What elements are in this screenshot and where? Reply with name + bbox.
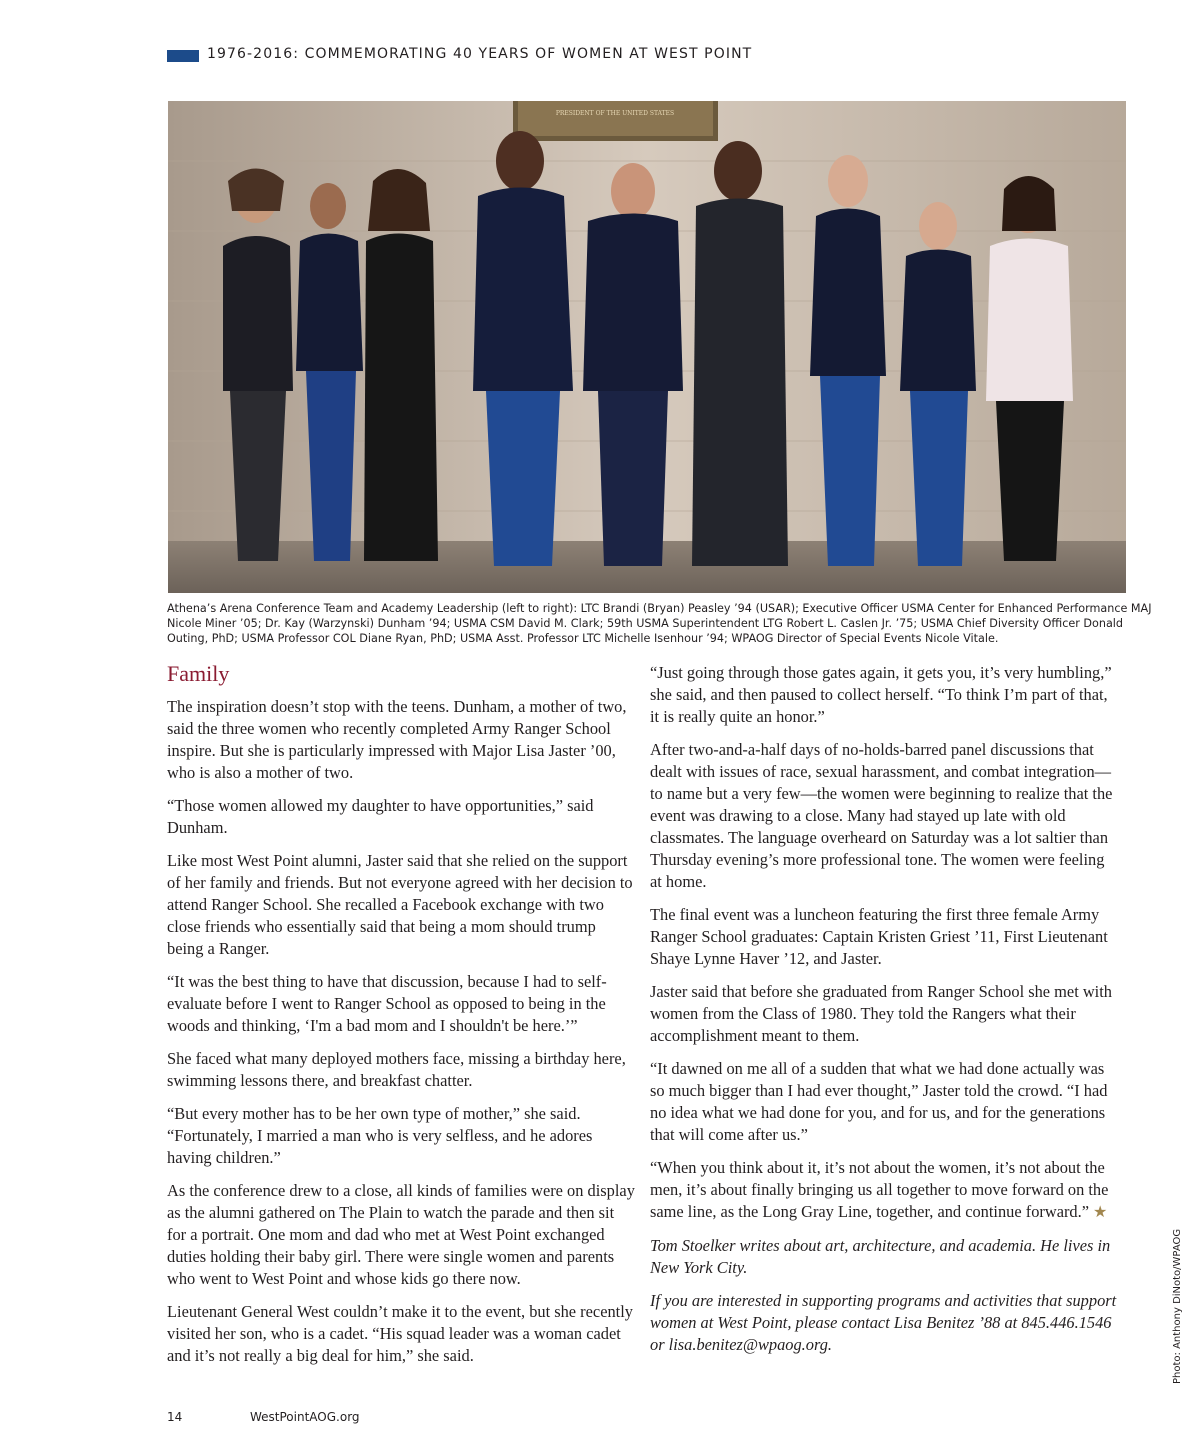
paragraph: “Those women allowed my daughter to have opportunities,” said Dunham. bbox=[167, 796, 594, 837]
section-title: Family bbox=[167, 661, 230, 686]
paragraph: Jaster said that before she graduated from Ranger School she met with women from the Class of 1980. They told the Rangers what their accomplishment meant to them. bbox=[650, 982, 1112, 1045]
plaque-text: PRESIDENT OF THE UNITED STATES bbox=[555, 110, 675, 117]
article-left-column bbox=[167, 660, 635, 1378]
closing-paragraph bbox=[650, 1157, 1120, 1224]
paragraph: The inspiration doesn’t stop with the teens. Dunham, a mother of two, said the three women who recently completed Army Ranger School inspire. But she is particularly impressed with Major Lisa Jaster ’00, who is also a mother of two. bbox=[167, 697, 627, 782]
paragraph: She faced what many deployed mothers face, missing a birthday here, swimming lessons there, and breakfast chatter. bbox=[167, 1049, 626, 1090]
photo-caption: Athena’s Arena Conference Team and Academy Leadership (left to right): LTC Brandi (Bryan) Peasley ’94 (USAR); Executive Officer USMA Center for Enhanced Performance MAJ Nicole Miner ’05; Dr. Kay (Warzynski) Dunham ’94; USMA CSM David M. Clark; 59th USMA Superintendent LTG Robert L. Caslen Jr. ’75; USMA Chief Diversity Officer Donald Outing, PhD; USMA Professor COL Diane Ryan, PhD; USMA Asst. Professor LTC Michelle Isenhour ’94; WPAOG Director of Special Events Nicole Vitale. bbox=[167, 602, 1152, 645]
paragraph-text: “When you think about it, it’s not about the women, it’s not about the men, it’s about finally bringing us all together to move forward on the same line, as the Long Gray Line, together, and continue forward.” bbox=[650, 1158, 1109, 1221]
running-header: 1976-2016: COMMEMORATING 40 YEARS OF WOMEN AT WEST POINT bbox=[207, 46, 753, 62]
author-bio: Tom Stoelker writes about art, architecture, and academia. He lives in New York City. bbox=[650, 1236, 1111, 1277]
article-right-column bbox=[650, 662, 1120, 1367]
star-icon: ★ bbox=[1093, 1204, 1108, 1221]
paragraph: Lieutenant General West couldn’t make it to the event, but she recently visited her son, who is a cadet. “His squad leader was a woman cadet and it’s not really a big deal for him,” she said. bbox=[167, 1302, 633, 1365]
group-photo bbox=[168, 101, 1126, 593]
page-number: 14 bbox=[167, 1410, 183, 1424]
paragraph: The final event was a luncheon featuring the first three female Army Ranger School graduates: Captain Kristen Griest ’11, First Lieutenant Shaye Lynne Haver ’12, and Jaster. bbox=[650, 905, 1108, 968]
header-accent-bar bbox=[167, 50, 199, 62]
paragraph: “But every mother has to be her own type of mother,” she said. “Fortunately, I married a man who is very selfless, and he adores having children.” bbox=[167, 1104, 593, 1167]
paragraph: As the conference drew to a close, all kinds of families were on display as the alumni gathered on The Plain to watch the parade and then sit for a portrait. One mom and dad who met at West Point exchanged duties holding their baby girl. There were single women and parents who went to West Point and whose kids go there now. bbox=[167, 1181, 635, 1288]
paragraph: Like most West Point alumni, Jaster said that she relied on the support of her family and friends. But not everyone agreed with her decision to attend Ranger School. She recalled a Facebook exchange with two close friends who essentially said that being a mom should trump being a Ranger. bbox=[167, 851, 633, 958]
footer-website: WestPointAOG.org bbox=[250, 1410, 360, 1424]
contact-note: If you are interested in supporting programs and activities that support women at West Point, please contact Lisa Benitez ’88 at 845.446.1546 or lisa.benitez@wpaog.org. bbox=[650, 1291, 1117, 1354]
paragraph: “It dawned on me all of a sudden that what we had done actually was so much bigger than I had ever thought,” Jaster told the crowd. “I had no idea what we had done for you, and for us, and for the generations that will come after us.” bbox=[650, 1059, 1108, 1144]
paragraph: “Just going through those gates again, it gets you, it’s very humbling,” she said, and then paused to collect herself. “To think I’m part of that, it is really quite an honor.” bbox=[650, 663, 1112, 726]
paragraph: After two-and-a-half days of no-holds-barred panel discussions that dealt with issues of race, sexual harassment, and combat integration—to name but a very few—the women were beginning to realize that the event was drawing to a close. Many had stayed up late with old classmates. The language overheard on Saturday was a lot saltier than Thursday evening’s more professional tone. The women were feeling at home. bbox=[650, 740, 1113, 891]
photo-credit: Photo: Anthony DiNoto/WPAOG bbox=[1172, 1228, 1183, 1384]
paragraph: “It was the best thing to have that discussion, because I had to self-evaluate before I went to Ranger School as opposed to being in the woods and thinking, ‘I'm a bad mom and I shouldn't be here.’” bbox=[167, 972, 607, 1035]
